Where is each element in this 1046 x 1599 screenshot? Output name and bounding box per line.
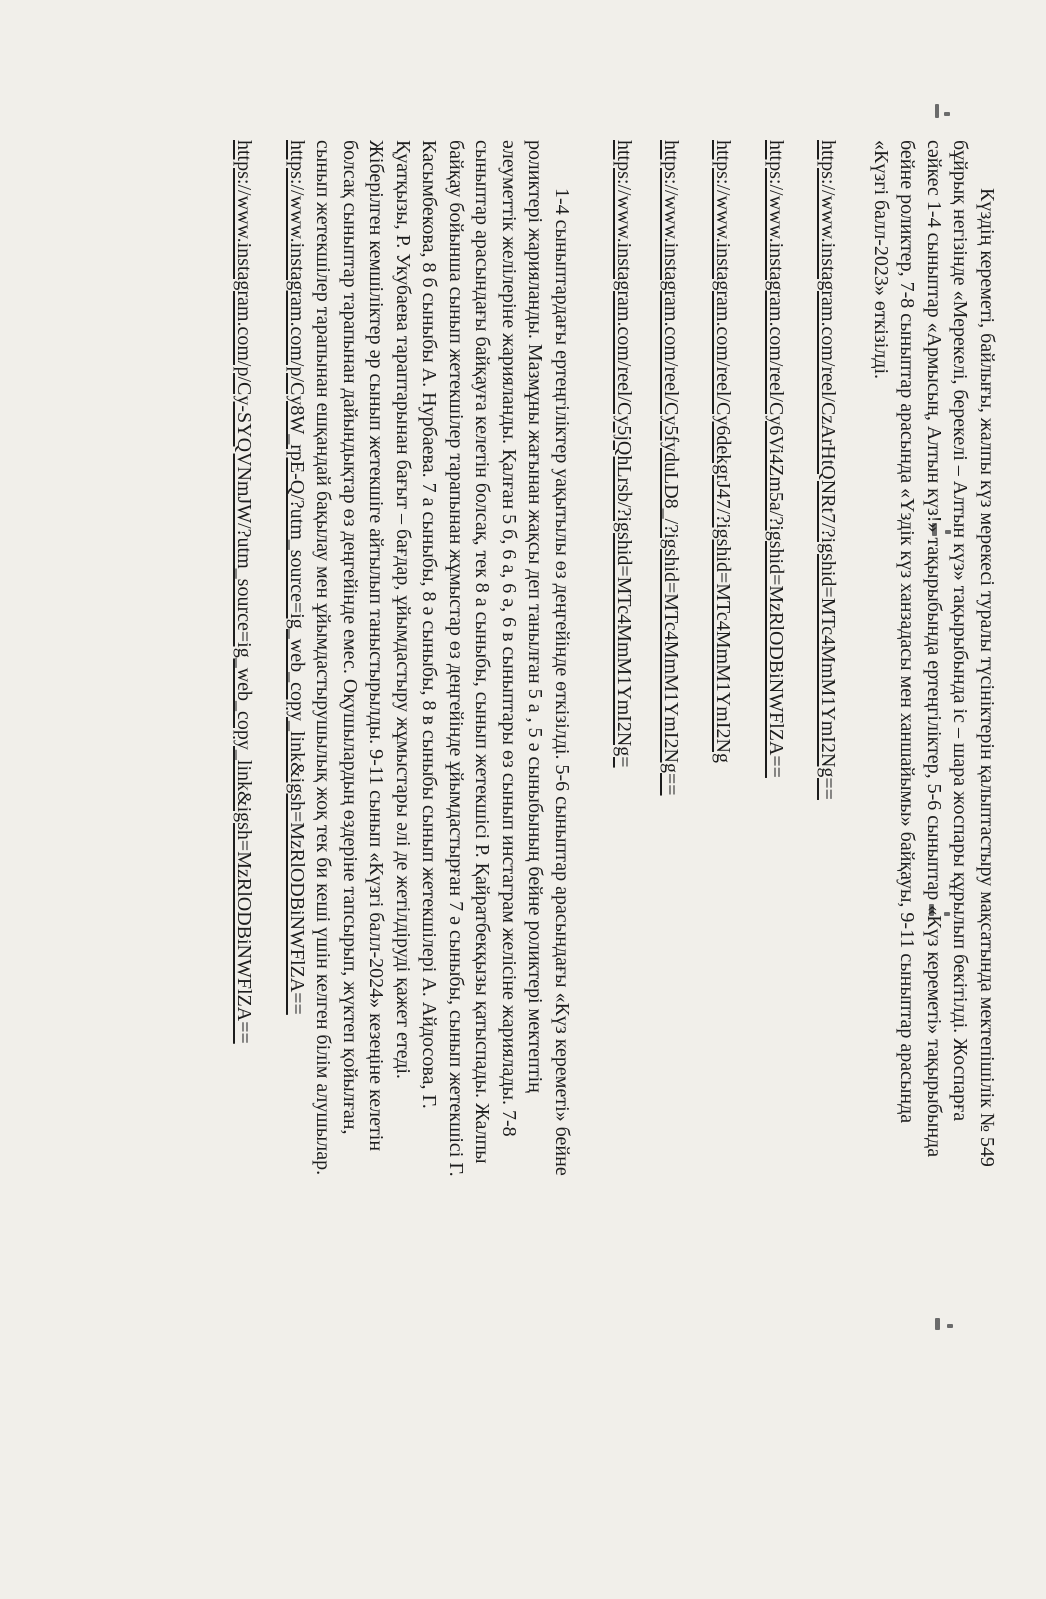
intro-line: Күздің кереметі, байлығы, жалпы күз мерекесі туралы түсініктерін қалыптастыру мақсатында мектепішілік № 549 bbox=[976, 188, 998, 1167]
body-line: әлеуметтік желілеріне жарияланды. Қалған 5 б, 6 а, 6 ә, 6 в сыныптары өз сынып инстаграм желісіне жариялады. 7-8 bbox=[498, 140, 520, 1137]
intro-line: бұйрық негізінде «Мерекелі, берекелі – Алтын күз» тақырыбында іс – шара жоспары құрылып бекітілді. Жоспарға bbox=[949, 140, 972, 1122]
scan-mark bbox=[944, 112, 950, 116]
instagram-link[interactable]: https://www.instagram.com/p/Cy8W_rpE-Q/?utm_source=ig_web_copy_link&igsh=MzRlODBiNWFlZA== bbox=[286, 140, 308, 1015]
body-line: Жіберілген кемшіліктер әр сынып жетекшіге айтылып таныстырылды. 9-11 сынып «Күзгі балл-2024» кезеңіне келетін bbox=[365, 140, 388, 1152]
instagram-link[interactable]: https://www.instagram.com/reel/Cy5fyduLD8_/?igshid=MTc4MmM1YmI2Ng== bbox=[660, 140, 682, 796]
body-line: 1-4 сыныптардағы ертеңгіліктер уақытылы өз деңгейінде өткізілді. 5-6 сыныптар арасындағы «Күз кереметі» бейне bbox=[551, 188, 573, 1176]
scan-mark bbox=[935, 104, 939, 118]
rotated-document-body bbox=[40, 140, 1000, 1599]
body-line: сынып жетекшілер тарапынан ешқандай бақылау мен ұйымдастырушылық жоқ тек би кеші үшін келген білім алушылар. bbox=[312, 140, 335, 1176]
body-line: Касымбекова, 8 б сыныбы А. Нурбаева. 7 а сыныбы, 8 ә сыныбы, 8 в сыныбы сынып жетекшілері А. Айдосова, Г. bbox=[418, 140, 441, 1109]
intro-line: «Күзгі балл-2023» өткізілді. bbox=[870, 140, 892, 380]
body-line: роликтері жарияланды. Мазмұны жағынан жақсы деп танылған 5 а , 5 ә сыныбының бейне роликтері мектептің bbox=[524, 140, 547, 1093]
intro-paragraph bbox=[868, 140, 1001, 1599]
body-line: Қуатқызы, Р. Укубаева тараптарынан бағыт – бағдар, ұйымдастыру жұмыстары әлі де жетілдіруді қажет етеді. bbox=[392, 140, 414, 1079]
body-paragraph bbox=[310, 140, 575, 1599]
intro-line: бейне роликтер, 7-8 сыныптар арасында «Үздік күз ханзадасы мен ханшайымы» байқауы, 9-11 сыныптар арасында bbox=[896, 140, 919, 1124]
body-line: байқау бойынша сынып жетекшілер тарапынан жұмыстар өз деңгейінде ұйымдастырған 7 ә сыныбы, сынып жетекшісі Г. bbox=[445, 140, 467, 1177]
instagram-link[interactable]: https://www.instagram.com/p/Cy-SYQVNmJW/?utm_source=ig_web_copy_link&igsh=MzRlODBiNWFlZA== bbox=[233, 140, 256, 1044]
instagram-link[interactable]: https://www.instagram.com/reel/Cy5jQhLrsb/?igshid=MTc4MmM1YmI2Ng= bbox=[613, 140, 636, 768]
instagram-link[interactable]: https://www.instagram.com/reel/CzArHtQNRt7/?igshid=MTc4MmM1YmI2Ng== bbox=[817, 140, 840, 800]
instagram-link[interactable]: https://www.instagram.com/reel/Cy6dekgrJ47/?igshid=MTc4MmM1YmI2Ng bbox=[712, 140, 735, 763]
intro-line: сәйкес 1-4 сыныптар «Армысың, Алтын күз!» тақырыбында ертеңгіліктер, 5-6 сыныптар «Күз кереметі» тақырыбында bbox=[923, 140, 945, 1158]
body-line: сыныптар арасындағы байқауға келетін болсақ, тек 8 а сыныбы, сынып жетекшісі Р. Қайратбекқызы қатыспады. Жалпы bbox=[471, 140, 494, 1164]
body-line: болсақ сыныптар тарапынан дайындықтар өз деңгейінде емес. Оқушылардың өздеріне тапсырып, жүктеп қойылған, bbox=[339, 140, 361, 1135]
instagram-link[interactable]: https://www.instagram.com/reel/Cy6Vi4Zm5a/?igshid=MzRlODBiNWFlZA== bbox=[765, 140, 787, 778]
